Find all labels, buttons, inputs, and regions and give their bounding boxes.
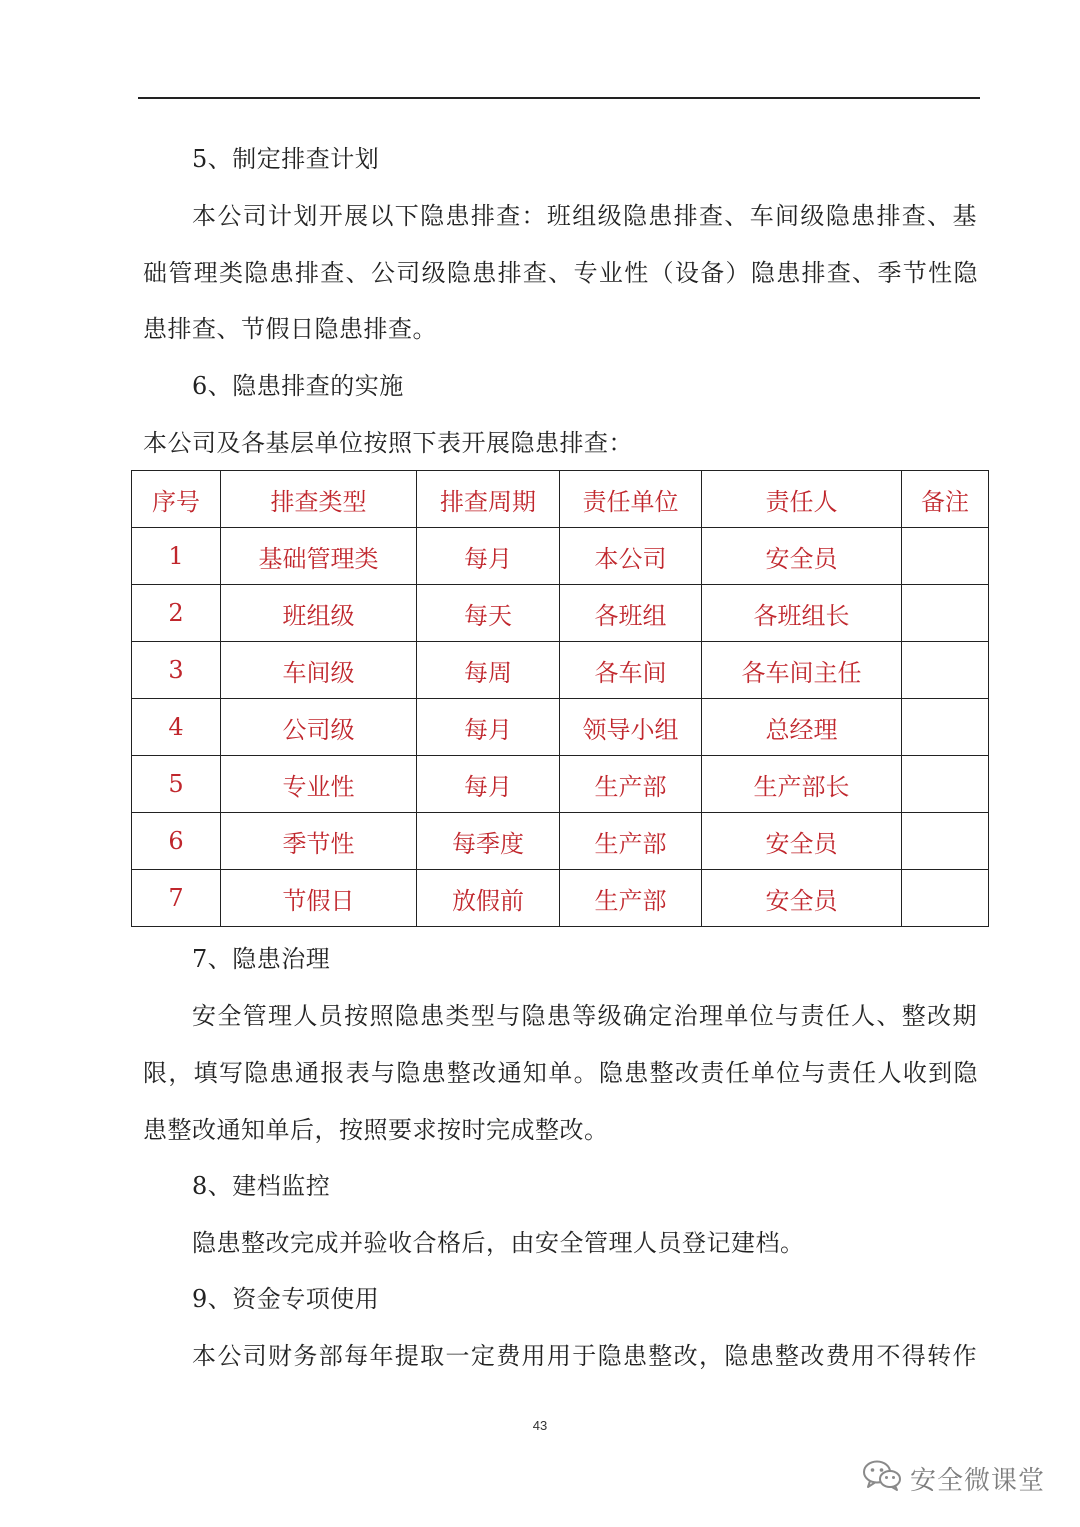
cell-type: 公司级 (221, 699, 417, 756)
header-cell-type: 排查类型 (221, 471, 417, 528)
table-row (132, 813, 989, 870)
cell-remarks (902, 813, 989, 870)
table-row (132, 642, 989, 699)
section-9-paragraph-line-1: 本公司财务部每年提取一定费用用于隐患整改，隐患整改费用不得转作 (192, 1342, 977, 1370)
section-6-intro: 本公司及各基层单位按照下表开展隐患排查： (143, 429, 633, 457)
section-6-heading: 6、隐患排查的实施 (192, 372, 404, 400)
page-number: 43 (532, 1418, 548, 1433)
cell-unit: 生产部 (560, 756, 702, 813)
cell-unit: 生产部 (560, 813, 702, 870)
cell-index: 4 (132, 699, 221, 756)
section-5-heading: 5、制定排查计划 (192, 145, 380, 173)
table-row (132, 870, 989, 927)
cell-unit: 各班组 (560, 585, 702, 642)
cell-person: 各班组长 (702, 585, 902, 642)
cell-type: 季节性 (221, 813, 417, 870)
cell-unit: 各车间 (560, 642, 702, 699)
section-7-paragraph-line-1: 安全管理人员按照隐患类型与隐患等级确定治理单位与责任人、整改期 (192, 1002, 977, 1030)
cell-type: 车间级 (221, 642, 417, 699)
section-7-paragraph-line-3: 患整改通知单后，按照要求按时完成整改。 (143, 1116, 609, 1144)
cell-unit: 生产部 (560, 870, 702, 927)
section-5-paragraph-line-3: 患排查、节假日隐患排查。 (143, 315, 437, 343)
cell-cycle: 每天 (417, 585, 560, 642)
table-row (132, 528, 989, 585)
header-cell-cycle: 排查周期 (417, 471, 560, 528)
table-header-row (132, 471, 989, 528)
cell-index: 6 (132, 813, 221, 870)
cell-cycle: 每月 (417, 756, 560, 813)
cell-person: 生产部长 (702, 756, 902, 813)
section-8-heading: 8、建档监控 (192, 1172, 331, 1200)
section-5-paragraph-line-2: 础管理类隐患排查、公司级隐患排查、专业性（设备）隐患排查、季节性隐 (143, 259, 978, 287)
cell-remarks (902, 870, 989, 927)
cell-remarks (902, 756, 989, 813)
section-5-paragraph-line-1: 本公司计划开展以下隐患排查：班组级隐患排查、车间级隐患排查、基 (192, 202, 977, 230)
cell-cycle: 每月 (417, 528, 560, 585)
cell-cycle: 放假前 (417, 870, 560, 927)
cell-person: 安全员 (702, 870, 902, 927)
cell-type: 班组级 (221, 585, 417, 642)
header-rule (138, 97, 980, 99)
section-8-paragraph: 隐患整改完成并验收合格后，由安全管理人员登记建档。 (192, 1229, 805, 1257)
cell-unit: 领导小组 (560, 699, 702, 756)
cell-cycle: 每月 (417, 699, 560, 756)
cell-type: 基础管理类 (221, 528, 417, 585)
table-row (132, 585, 989, 642)
cell-remarks (902, 585, 989, 642)
header-cell-remarks: 备注 (902, 471, 989, 528)
header-cell-person: 责任人 (702, 471, 902, 528)
cell-cycle: 每季度 (417, 813, 560, 870)
cell-index: 1 (132, 528, 221, 585)
section-9-heading: 9、资金专项使用 (192, 1285, 380, 1313)
header-cell-index: 序号 (132, 471, 221, 528)
header-cell-unit: 责任单位 (560, 471, 702, 528)
cell-person: 各车间主任 (702, 642, 902, 699)
cell-remarks (902, 699, 989, 756)
cell-person: 安全员 (702, 528, 902, 585)
cell-unit: 本公司 (560, 528, 702, 585)
cell-index: 7 (132, 870, 221, 927)
table-row (132, 756, 989, 813)
cell-index: 3 (132, 642, 221, 699)
cell-remarks (902, 642, 989, 699)
inspection-plan-table (131, 470, 989, 927)
cell-cycle: 每周 (417, 642, 560, 699)
table-row (132, 699, 989, 756)
watermark-text: 安全微课堂 (910, 1465, 1046, 1496)
cell-remarks (902, 528, 989, 585)
cell-index: 5 (132, 756, 221, 813)
watermark (862, 1456, 1045, 1500)
section-7-heading: 7、隐患治理 (192, 945, 331, 973)
section-7-paragraph-line-2: 限，填写隐患通报表与隐患整改通知单。隐患整改责任单位与责任人收到隐 (143, 1059, 978, 1087)
cell-type: 节假日 (221, 870, 417, 927)
cell-person: 安全员 (702, 813, 902, 870)
cell-person: 总经理 (702, 699, 902, 756)
cell-type: 专业性 (221, 756, 417, 813)
wechat-icon (862, 1459, 902, 1497)
cell-index: 2 (132, 585, 221, 642)
